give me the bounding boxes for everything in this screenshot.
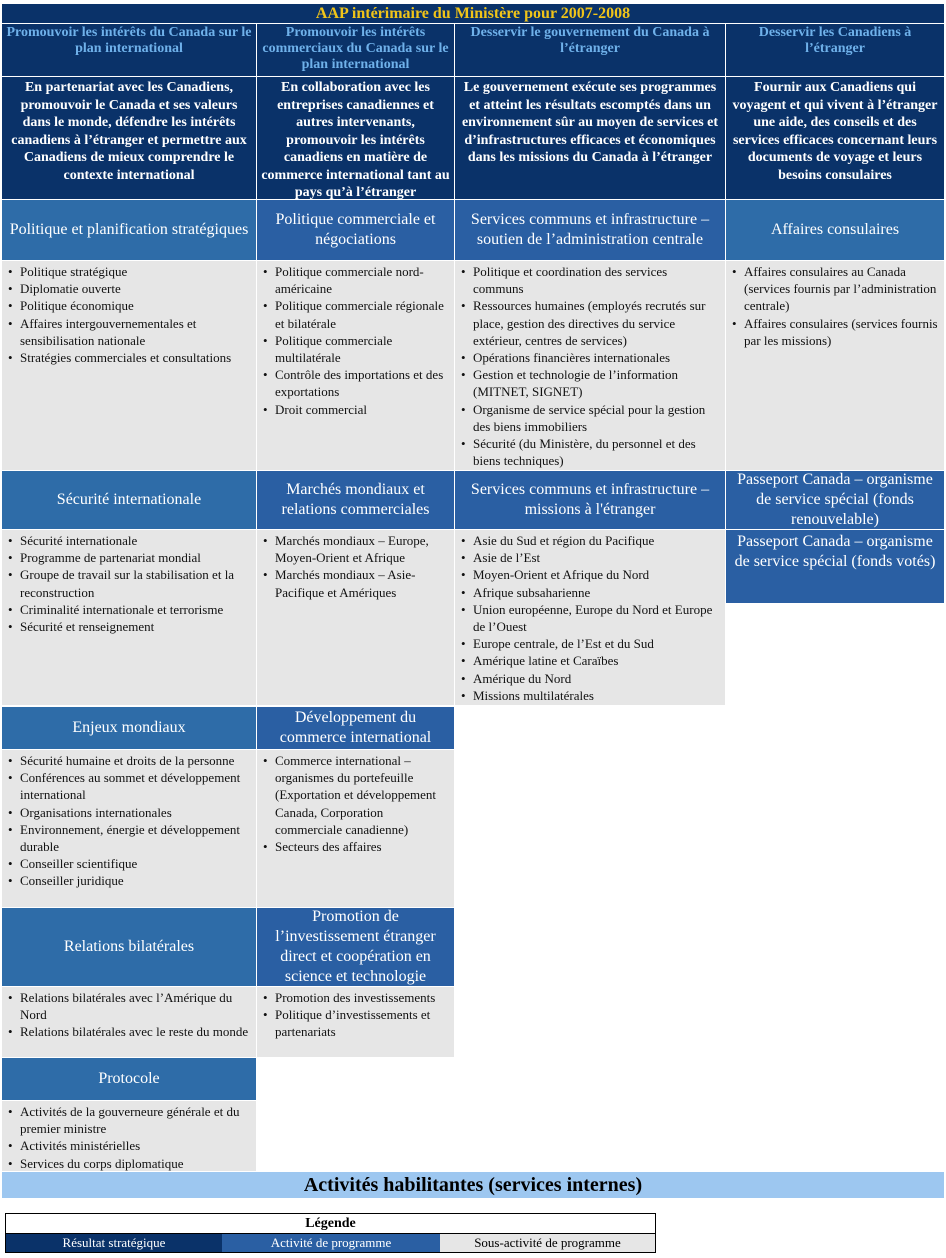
strategic-outcome-4-heading: Desservir les Canadiens à l’étranger	[726, 24, 944, 76]
sub-activity-item: • Contrôle des importations et des exportations	[275, 366, 450, 400]
program-activity-passeport-renouvelable: Passeport Canada – organisme de service spécial (fonds renouvelable)	[726, 471, 944, 529]
sub-activities-promotion-investissement	[257, 987, 454, 1057]
sub-activity-item: • Politique commerciale régionale et bilatérale	[275, 297, 450, 331]
sub-activity-item: • Organisations internationales	[20, 804, 252, 821]
strategic-outcome-4-text: Fournir aux Canadiens qui voyagent et qui vivent à l’étranger une aide, des conseils et des services efficaces concernant leurs documents de voyage et leurs besoins consulaires	[726, 77, 944, 199]
sub-activity-item: • Europe centrale, de l’Est et du Sud	[473, 635, 721, 652]
sub-activities-services-communs-missions	[455, 530, 725, 705]
sub-activity-item: • Asie de l’Est	[473, 549, 721, 566]
sub-activity-item: • Activités de la gouverneure générale et du premier ministre	[20, 1103, 252, 1137]
sub-activity-item: • Politique et coordination des services communs	[473, 263, 721, 297]
program-activity-protocole: Protocole	[2, 1058, 256, 1100]
sub-activity-item: • Union européenne, Europe du Nord et Europe de l’Ouest	[473, 601, 721, 635]
sub-activity-item: • Services du corps diplomatique	[20, 1155, 252, 1172]
sub-activity-item: • Gestion et technologie de l’information (MITNET, SIGNET)	[473, 366, 721, 400]
strategic-outcome-3-heading: Desservir le gouvernement du Canada à l’étranger	[455, 24, 725, 76]
sub-activity-item: • Sécurité et renseignement	[20, 618, 252, 635]
sub-activity-item: • Droit commercial	[275, 401, 450, 418]
sub-activity-item: • Amérique latine et Caraïbes	[473, 652, 721, 669]
sub-activity-item: • Moyen-Orient et Afrique du Nord	[473, 566, 721, 583]
program-activity-services-communs-missions: Services communs et infrastructure – missions à l'étranger	[455, 471, 725, 529]
sub-activities-politique-planification	[2, 261, 256, 470]
sub-activity-item: • Politique stratégique	[20, 263, 252, 280]
sub-activity-item: • Secteurs des affaires	[275, 838, 450, 855]
strategic-outcome-3-text: Le gouvernement exécute ses programmes et atteint les résultats escomptés dans un environnement sûr au moyen de services et d’infrastructures efficaces et économiques dans les missions du Canada à l’étranger	[455, 77, 725, 199]
program-activity-affaires-consulaires: Affaires consulaires	[726, 200, 944, 260]
sub-activity-item: • Relations bilatérales avec l’Amérique du Nord	[20, 989, 252, 1023]
sub-activities-marches-mondiaux	[257, 530, 454, 705]
sub-activity-item: • Sécurité internationale	[20, 532, 252, 549]
sub-activities-affaires-consulaires	[726, 261, 944, 470]
strategic-outcome-1-heading: Promouvoir les intérêts du Canada sur le plan international	[2, 24, 256, 76]
sub-activities-politique-commerciale	[257, 261, 454, 470]
sub-activity-item: • Politique commerciale multilatérale	[275, 332, 450, 366]
program-activity-relations-bilaterales: Relations bilatérales	[2, 908, 256, 986]
strategic-outcome-2-heading: Promouvoir les intérêts commerciaux du Canada sur le plan international	[257, 24, 454, 76]
sub-activities-developpement-commerce	[257, 750, 454, 907]
sub-activity-item: • Affaires consulaires (services fournis par les missions)	[744, 315, 940, 349]
page-title: AAP intérimaire du Ministère pour 2007-2008	[2, 4, 944, 23]
sub-activity-item: • Diplomatie ouverte	[20, 280, 252, 297]
program-activity-marches-mondiaux: Marchés mondiaux et relations commerciales	[257, 471, 454, 529]
sub-activity-item: • Marchés mondiaux – Asie-Pacifique et Amériques	[275, 566, 450, 600]
program-activity-enjeux-mondiaux: Enjeux mondiaux	[2, 707, 256, 749]
sub-activity-item: • Criminalité internationale et terrorisme	[20, 601, 252, 618]
sub-activity-item: • Commerce international – organismes du portefeuille (Exportation et développement Canada, Corporation commerciale canadienne)	[275, 752, 450, 838]
legend	[5, 1213, 656, 1253]
sub-activity-item: • Stratégies commerciales et consultations	[20, 349, 252, 366]
sub-activity-item: • Afrique subsaharienne	[473, 584, 721, 601]
sub-activity-item: • Conseiller scientifique	[20, 855, 252, 872]
sub-activities-protocole	[2, 1101, 256, 1171]
sub-activity-item: • Activités ministérielles	[20, 1137, 252, 1154]
program-activity-passeport-votes: Passeport Canada – organisme de service spécial (fonds votés)	[726, 530, 944, 603]
program-activity-securite-internationale: Sécurité internationale	[2, 471, 256, 529]
sub-activity-item: • Groupe de travail sur la stabilisation et la reconstruction	[20, 566, 252, 600]
sub-activity-item: • Amérique du Nord	[473, 670, 721, 687]
sub-activity-item: • Affaires consulaires au Canada (services fournis par l’administration centrale)	[744, 263, 940, 315]
legend-program-activity: Activité de programme	[222, 1234, 440, 1252]
enabling-activities-banner: Activités habilitantes (services internes)	[2, 1172, 944, 1198]
sub-activities-relations-bilaterales	[2, 987, 256, 1057]
program-activity-developpement-commerce: Développement du commerce international	[257, 707, 454, 749]
legend-strategic-outcome: Résultat stratégique	[6, 1234, 222, 1252]
sub-activity-item: • Promotion des investissements	[275, 989, 450, 1006]
sub-activity-item: • Relations bilatérales avec le reste du monde	[20, 1023, 252, 1040]
sub-activity-item: • Sécurité (du Ministère, du personnel et des biens techniques)	[473, 435, 721, 469]
sub-activity-item: • Ressources humaines (employés recrutés sur place, gestion des directives du service extérieur, centres de services)	[473, 297, 721, 349]
program-activity-promotion-investissement: Promotion de l’investissement étranger direct et coopération en science et technologie	[257, 908, 454, 986]
program-activity-services-communs-administration: Services communs et infrastructure – soutien de l’administration centrale	[455, 200, 725, 260]
strategic-outcome-2-text: En collaboration avec les entreprises canadiennes et autres intervenants, promouvoir les intérêts canadiens en matière de commerce international tant au pays qu’à l’étranger	[257, 77, 454, 199]
sub-activity-item: • Politique d’investissements et partenariats	[275, 1006, 450, 1040]
sub-activity-item: • Politique commerciale nord-américaine	[275, 263, 450, 297]
sub-activities-services-communs-administration	[455, 261, 725, 470]
strategic-outcome-1-text: En partenariat avec les Canadiens, promouvoir le Canada et ses valeurs dans le monde, défendre les intérêts canadiens à l’étranger et permettre aux Canadiens de mieux comprendre le contexte international	[2, 77, 256, 199]
sub-activity-item: • Conseiller juridique	[20, 872, 252, 889]
sub-activity-item: • Environnement, énergie et développement durable	[20, 821, 252, 855]
sub-activity-item: • Missions multilatérales	[473, 687, 721, 704]
sub-activity-item: • Asie du Sud et région du Pacifique	[473, 532, 721, 549]
sub-activity-item: • Affaires intergouvernementales et sensibilisation nationale	[20, 315, 252, 349]
sub-activities-enjeux-mondiaux	[2, 750, 256, 907]
legend-title: Légende	[6, 1214, 655, 1234]
program-activity-politique-planification: Politique et planification stratégiques	[2, 200, 256, 260]
sub-activities-securite-internationale	[2, 530, 256, 705]
legend-sub-activity: Sous-activité de programme	[440, 1234, 655, 1252]
sub-activity-item: • Politique économique	[20, 297, 252, 314]
sub-activity-item: • Opérations financières internationales	[473, 349, 721, 366]
sub-activity-item: • Conférences au sommet et développement international	[20, 769, 252, 803]
sub-activity-item: • Organisme de service spécial pour la gestion des biens immobiliers	[473, 401, 721, 435]
program-activity-politique-commerciale: Politique commerciale et négociations	[257, 200, 454, 260]
sub-activity-item: • Marchés mondiaux – Europe, Moyen-Orient et Afrique	[275, 532, 450, 566]
sub-activity-item: • Sécurité humaine et droits de la personne	[20, 752, 252, 769]
sub-activity-item: • Programme de partenariat mondial	[20, 549, 252, 566]
